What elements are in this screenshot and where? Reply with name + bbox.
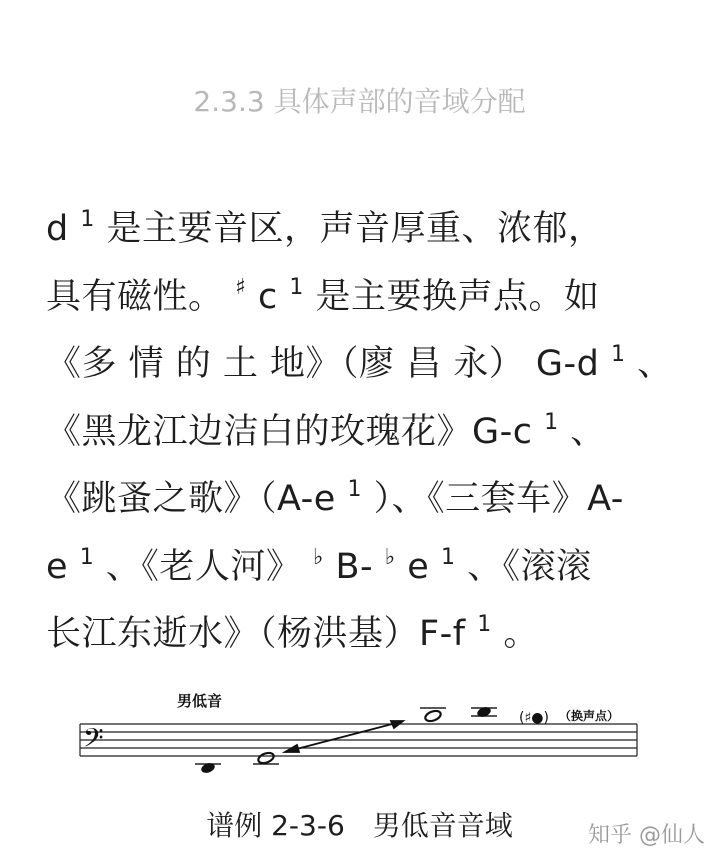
- superscript: 1: [544, 409, 559, 435]
- paragraph-line-1: [46, 196, 686, 264]
- text: 。: [491, 614, 539, 654]
- superscript: 1: [79, 544, 95, 570]
- text: d: [46, 209, 69, 249]
- text: ）、《三套车》A-: [361, 479, 624, 519]
- paragraph-line-4: [46, 399, 686, 467]
- superscript: 1: [477, 612, 492, 637]
- paragraph-line-2: [46, 264, 686, 332]
- superscript: 1: [80, 207, 95, 232]
- text: 是主要换声点。如: [303, 276, 600, 317]
- text: 《跳蚤之歌》（A-e: [46, 479, 336, 519]
- music-score: [75, 686, 645, 786]
- watermark: 知乎 @仙人: [588, 823, 705, 848]
- superscript: 1: [440, 544, 456, 570]
- text: 、: [558, 411, 606, 452]
- figure-caption: 谱例 2-3-6 男低音音域: [206, 809, 513, 842]
- superscript: 1: [611, 342, 626, 367]
- text: 、《老人河》: [94, 546, 302, 587]
- text: 是主要音区，声音厚重、浓郁，: [94, 209, 604, 249]
- paragraph-line-6: [46, 534, 686, 602]
- text: B-: [323, 546, 374, 587]
- text: c: [246, 276, 278, 317]
- text: 《黑龙江边洁白的玫瑰花》G-c: [46, 411, 533, 452]
- text: 、: [625, 344, 673, 384]
- text: 长江东逝水》（杨洪基）F-f: [46, 614, 466, 654]
- voice-label: 男低音: [177, 692, 223, 710]
- text: e: [46, 546, 69, 587]
- paragraph-line-3: [46, 331, 686, 399]
- superscript: 1: [347, 477, 362, 502]
- note-d1-range-end: [424, 709, 442, 723]
- flat-sign: ♭: [312, 544, 324, 570]
- staff: [80, 724, 637, 756]
- text: 、《滚滚: [455, 546, 592, 587]
- note-g-range-start: [257, 751, 275, 765]
- body-paragraph: [46, 196, 686, 669]
- switch-label: （换声点）: [559, 709, 620, 723]
- text: e: [395, 546, 430, 587]
- bass-clef-icon: 𝄢: [83, 722, 104, 760]
- section-title: 2.3.3 具体声部的音域分配: [193, 85, 526, 118]
- paragraph-line-5: [46, 466, 686, 534]
- text: 具有磁性。: [46, 276, 224, 317]
- sharp-sign: ♯: [235, 274, 247, 300]
- flat-sign: ♭: [384, 544, 396, 570]
- text: 《多 情 的 土 地》（廖 昌 永） G-d: [46, 344, 600, 384]
- switch-note: (♯●): [519, 710, 549, 726]
- superscript: 1: [289, 274, 304, 300]
- paragraph-line-7: [46, 601, 686, 669]
- range-arrow: [285, 721, 403, 752]
